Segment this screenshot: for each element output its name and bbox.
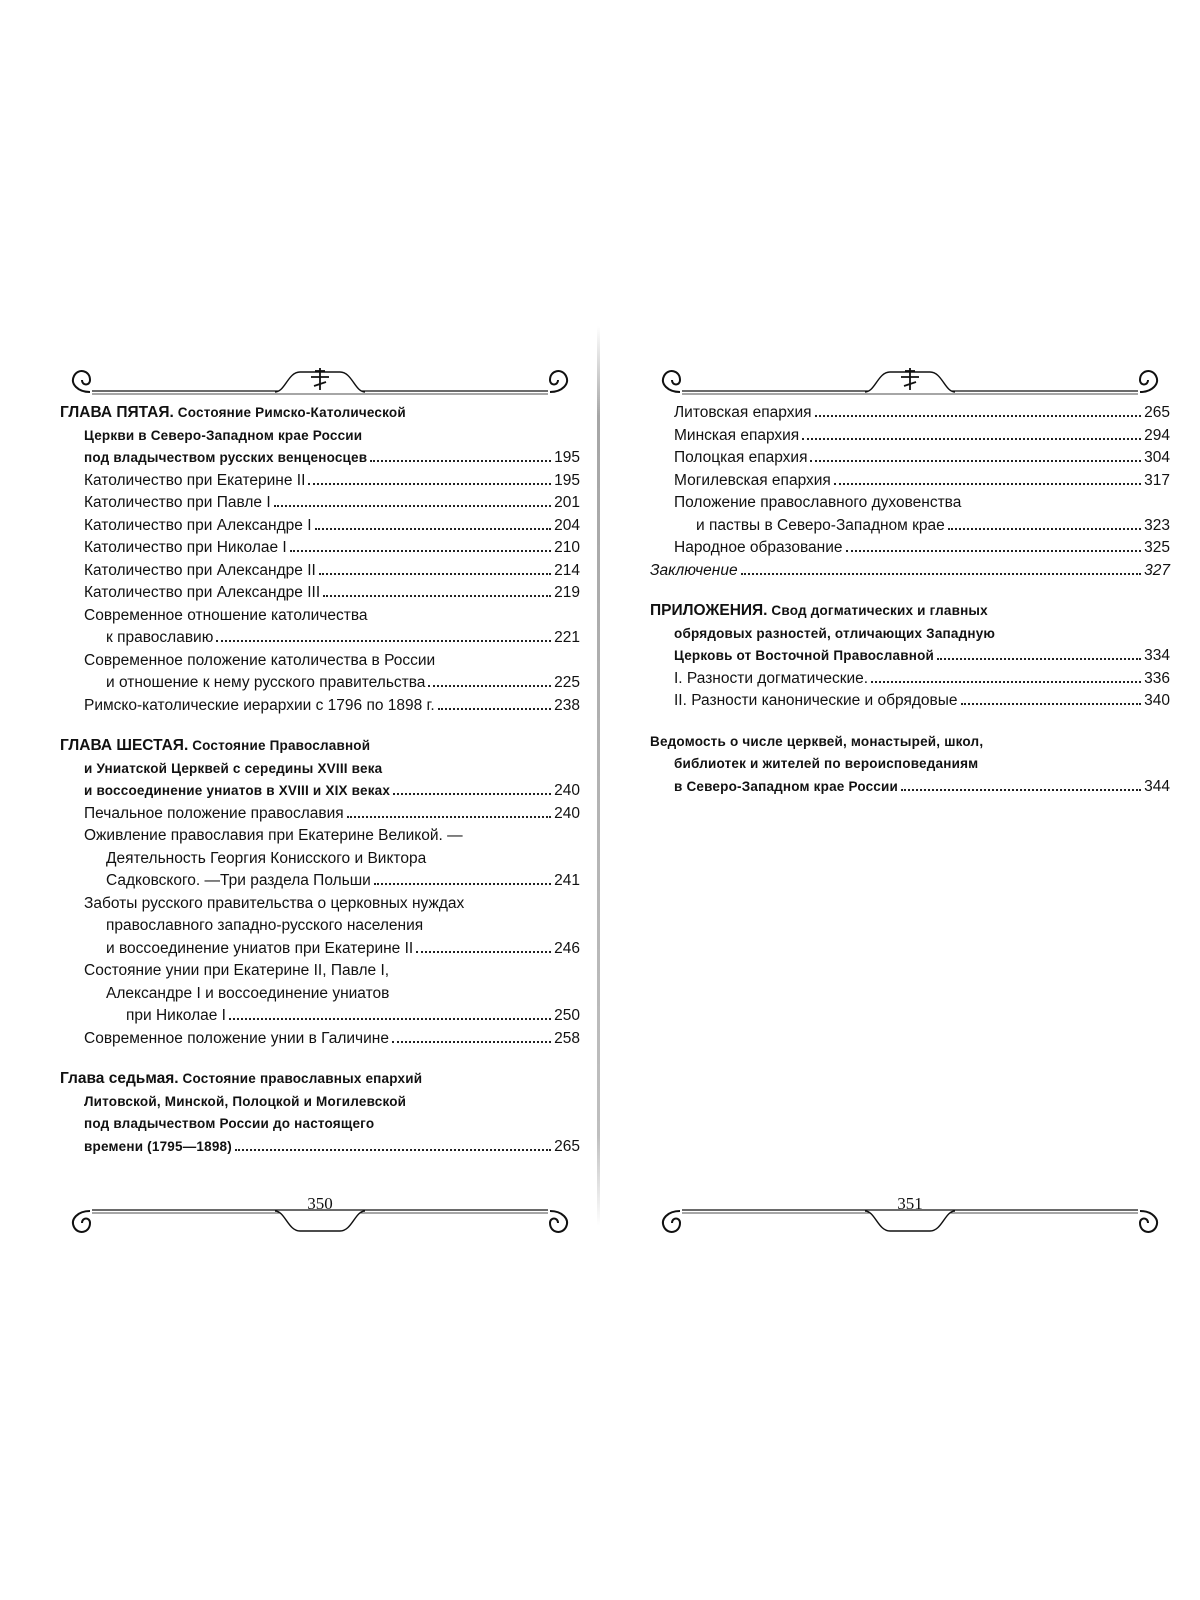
toc-entry[interactable]: Католичество при Екатерине II 195: [84, 471, 580, 489]
toc-entry[interactable]: в Северо-Западном крае России 344: [674, 777, 1170, 795]
page-number: 350: [307, 1194, 333, 1213]
toc-entry[interactable]: Минская епархия 294: [674, 426, 1170, 444]
toc-entry[interactable]: под владычеством русских венценосцев 195: [84, 449, 580, 466]
toc-entry[interactable]: Католичество при Николае I 210: [84, 539, 580, 556]
book-spine: [597, 326, 600, 1226]
chapter-6-heading: ГЛАВА ШЕСТАЯ. Состояние Православной: [60, 737, 371, 754]
toc-left: ГЛАВА ПЯТАЯ. Состояние Римско-Католической Церкви в Северо-Западном крае России под владычеством русских венценосцев 195 Католичество при Екатерине II 195 Католичество при Павле I 201 Католичество при Александре I 204 Католичество при Николае I 210 Католичество при Александре II 214 Католичество при Александре III 219 Современное отношение католичества к православию 221 Современное положение католичества в России и отношение к нему русского правительства 225 Римско-католические иерархии с 1796 по 1898 г. 238 ГЛАВА ШЕСТАЯ. Состояние Православной и Униатской Церквей с середины XVIII века и воссоединение униатов в XVIII и XIX веках 240 Печальное положение православия 240 Оживление православия при Екатерине Великой. — Деятельность Георгия Конисского и Виктора Садковского. —Три раздела Польши 241 Заботы русского правительства о церковных нуждах православного западно-русского населения и воссоединение униатов при Екатерине II 246 Состояние унии при Екатерине II, Павле I, Александре I и воссоединение униатов при Николае I 250 Современное положение унии в Галичине 258 Глава седьмая. Состояние православных епархий Литовской, Минской, Полоцкой и Могилевской под владычеством России до настоящего времени (1795—1898) 265: [60, 402, 580, 1158]
toc-entry[interactable]: к православию 221: [106, 629, 580, 646]
toc-entry[interactable]: и воссоединение униатов при Екатерине II 246: [106, 939, 580, 957]
toc-right: Литовская епархия 265 Минская епархия 294 Полоцкая епархия 304 Могилевская епархия 317 Положение православного духовенства и паствы в Северо-Западном крае 323 Народное образование 325 Заключение 327 ПРИЛОЖЕНИЯ. Свод догматических и главных обрядовых разностей, отличающих Западную Церковь от Восточной Православной 334 I. Разности догматические. 336 II. Разности канонические и обрядовые 340 Ведомость о числе церквей, монастырей, школ, библиотек и жителей по вероисповеданиям в Северо-Западном крае России 344: [650, 402, 1170, 798]
toc-entry[interactable]: Католичество при Александре II 214: [84, 561, 580, 579]
toc-entry[interactable]: Печальное положение православия 240: [84, 804, 580, 822]
header-ornament-left: [60, 360, 580, 404]
toc-entry[interactable]: Заключение 327: [650, 561, 1170, 579]
appendix-heading: ПРИЛОЖЕНИЯ. Свод догматических и главных: [650, 602, 988, 619]
toc-entry[interactable]: и паствы в Северо-Западном крае 323: [696, 516, 1170, 534]
toc-entry[interactable]: I. Разности догматические. 336: [674, 669, 1170, 687]
toc-entry[interactable]: Литовская епархия 265: [674, 404, 1170, 421]
toc-entry[interactable]: II. Разности канонические и обрядовые 340: [674, 692, 1170, 709]
toc-entry[interactable]: Католичество при Александре I 204: [84, 516, 580, 534]
header-ornament-right: [650, 360, 1170, 404]
left-page: [60, 360, 580, 1220]
toc-entry[interactable]: Могилевская епархия 317: [674, 471, 1170, 489]
toc-entry[interactable]: и отношение к нему русского правительства 225: [106, 674, 580, 691]
chapter-5-heading: ГЛАВА ПЯТАЯ. Состояние Римско-Католической: [60, 404, 406, 421]
toc-entry[interactable]: Садковского. —Три раздела Польши 241: [106, 872, 580, 889]
toc-entry[interactable]: при Николае I 250: [126, 1007, 580, 1024]
statement-heading: Ведомость о числе церквей, монастырей, школ,: [650, 733, 984, 749]
toc-entry[interactable]: Католичество при Александре III 219: [84, 584, 580, 601]
toc-entry[interactable]: Римско-католические иерархии с 1796 по 1898 г. 238: [84, 696, 580, 714]
toc-entry[interactable]: Полоцкая епархия 304: [674, 449, 1170, 466]
toc-entry[interactable]: Католичество при Павле I 201: [84, 494, 580, 511]
toc-entry[interactable]: Современное положение унии в Галичине 258: [84, 1029, 580, 1047]
chapter-7-heading: Глава седьмая. Состояние православных епархий: [60, 1070, 423, 1087]
toc-entry[interactable]: времени (1795—1898) 265: [84, 1137, 580, 1155]
toc-entry[interactable]: Церковь от Восточной Православной 334: [674, 647, 1170, 664]
page-number: 351: [897, 1194, 923, 1213]
toc-entry[interactable]: и воссоединение униатов в XVIII и XIX веках 240: [84, 782, 580, 799]
right-page: [650, 360, 1170, 1220]
toc-entry[interactable]: Народное образование 325: [674, 539, 1170, 556]
